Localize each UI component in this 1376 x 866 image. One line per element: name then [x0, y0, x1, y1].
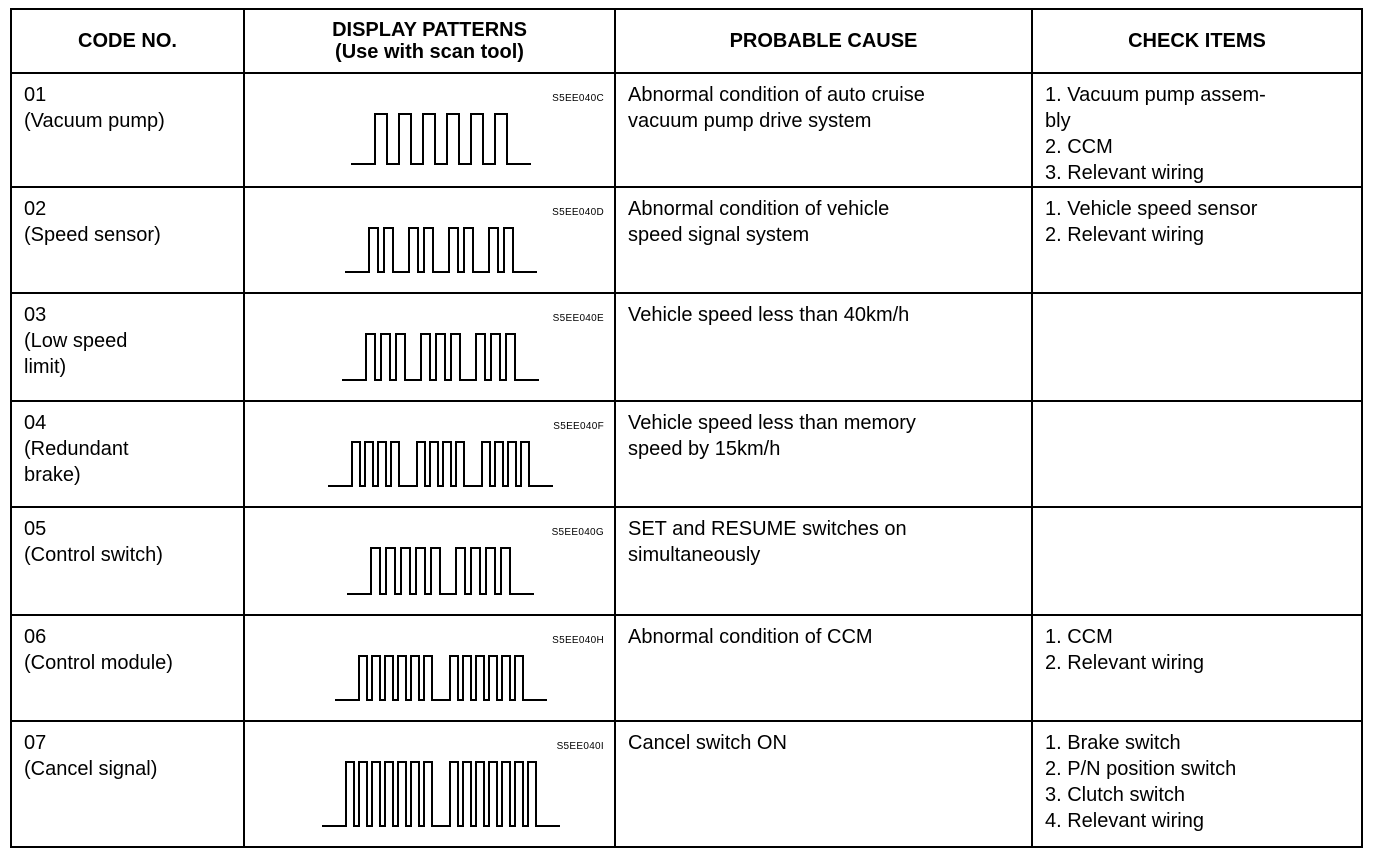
check-item: 4. Relevant wiring [1045, 810, 1204, 832]
display-pattern-cell [244, 507, 615, 615]
figure-reference-code: S5EE040H [552, 635, 604, 646]
check-item: 2. Relevant wiring [1045, 224, 1204, 246]
check-items-cell [1032, 721, 1362, 847]
probable-cause-cell [615, 615, 1032, 721]
check-item: 3. Relevant wiring [1045, 162, 1204, 184]
table-row [11, 507, 1362, 615]
table-row [11, 187, 1362, 293]
header-row [11, 9, 1362, 73]
probable-cause-cell [615, 187, 1032, 293]
table-row [11, 721, 1362, 847]
figure-reference-code: S5EE040F [553, 421, 604, 432]
pulse-waveform-icon [245, 294, 616, 402]
pulse-waveform-icon [245, 508, 616, 616]
pulse-waveform-line [347, 548, 534, 594]
probable-cause-line: Cancel switch ON [628, 732, 787, 754]
display-pattern-cell [244, 615, 615, 721]
table-row [11, 401, 1362, 507]
code-description: (Control module) [24, 652, 173, 674]
probable-cause-line: speed signal system [628, 224, 810, 246]
code-description: (Redundant [24, 438, 129, 460]
table-row [11, 73, 1362, 187]
display-pattern-cell [244, 401, 615, 507]
pulse-waveform-icon [245, 188, 616, 294]
check-item: 1. CCM [1045, 626, 1113, 648]
code-cell [11, 293, 244, 401]
code-description: (Speed sensor) [24, 224, 161, 246]
code-cell [11, 73, 244, 187]
probable-cause-line: Abnormal condition of auto cruise [628, 84, 925, 106]
check-item: 3. Clutch switch [1045, 784, 1186, 806]
code-number: 03 [24, 304, 47, 326]
diagnostic-code-table [10, 8, 1363, 848]
probable-cause-cell [615, 721, 1032, 847]
code-cell [11, 187, 244, 293]
pulse-waveform-icon [245, 722, 616, 848]
check-item: 2. P/N position switch [1045, 758, 1237, 780]
check-item: 2. Relevant wiring [1045, 652, 1204, 674]
header-code-no: CODE NO. [11, 9, 244, 73]
code-number: 02 [24, 198, 47, 220]
code-number: 01 [24, 84, 47, 106]
check-item: 2. CCM [1045, 136, 1113, 158]
probable-cause-line: Abnormal condition of CCM [628, 626, 873, 648]
header-display-line2: (Use with scan tool) [335, 41, 524, 63]
table-row [11, 293, 1362, 401]
figure-reference-code: S5EE040E [552, 313, 604, 324]
display-pattern-cell [244, 73, 615, 187]
header-probable-cause: PROBABLE CAUSE [615, 9, 1032, 73]
code-number: 04 [24, 412, 47, 434]
probable-cause-line: vacuum pump drive system [628, 110, 872, 132]
check-items-cell [1032, 401, 1362, 507]
pulse-waveform-icon [245, 74, 616, 186]
pulse-waveform-line [322, 762, 560, 826]
figure-reference-code: S5EE040D [552, 207, 604, 218]
probable-cause-cell [615, 401, 1032, 507]
probable-cause-cell [615, 293, 1032, 401]
check-items-cell [1032, 507, 1362, 615]
check-items-cell [1032, 187, 1362, 293]
pulse-waveform-icon [245, 616, 616, 722]
probable-cause-line: SET and RESUME switches on [628, 518, 907, 540]
display-pattern-cell [244, 293, 615, 401]
check-items-cell [1032, 73, 1362, 187]
display-pattern-cell [244, 721, 615, 847]
code-cell [11, 507, 244, 615]
code-number: 06 [24, 626, 47, 648]
probable-cause-line: simultaneously [628, 544, 761, 566]
probable-cause-cell [615, 507, 1032, 615]
header-check-items: CHECK ITEMS [1032, 9, 1362, 73]
probable-cause-line: Vehicle speed less than memory [628, 412, 916, 434]
header-display-patterns [244, 9, 615, 73]
code-cell [11, 615, 244, 721]
probable-cause-cell [615, 73, 1032, 187]
probable-cause-line: Abnormal condition of vehicle [628, 198, 890, 220]
header-display-line1: DISPLAY PATTERNS [332, 19, 527, 41]
pulse-waveform-line [345, 228, 537, 272]
code-description-cont: brake) [24, 464, 81, 486]
code-description: (Control switch) [24, 544, 163, 566]
figure-reference-code: S5EE040C [552, 93, 604, 104]
code-cell [11, 401, 244, 507]
figure-reference-code: S5EE040I [556, 741, 604, 752]
display-pattern-cell [244, 187, 615, 293]
pulse-waveform-icon [245, 402, 616, 508]
figure-reference-code: S5EE040G [551, 527, 604, 538]
check-item: 1. Vacuum pump assem- [1045, 84, 1266, 106]
check-items-cell [1032, 615, 1362, 721]
check-item: 1. Brake switch [1045, 732, 1181, 754]
pulse-waveform-line [342, 334, 539, 380]
code-number: 05 [24, 518, 47, 540]
code-description-cont: limit) [24, 356, 67, 378]
check-item: bly [1045, 110, 1071, 132]
diagnostic-code-table-sheet [10, 8, 1363, 848]
check-items-cell [1032, 293, 1362, 401]
check-item: 1. Vehicle speed sensor [1045, 198, 1258, 220]
pulse-waveform-line [328, 442, 553, 486]
pulse-waveform-line [335, 656, 547, 700]
table-row [11, 615, 1362, 721]
probable-cause-line: speed by 15km/h [628, 438, 781, 460]
code-number: 07 [24, 732, 47, 754]
code-description: (Vacuum pump) [24, 110, 165, 132]
pulse-waveform-line [351, 114, 531, 164]
probable-cause-line: Vehicle speed less than 40km/h [628, 304, 910, 326]
code-description: (Cancel signal) [24, 758, 158, 780]
code-description: (Low speed [24, 330, 128, 352]
code-cell [11, 721, 244, 847]
